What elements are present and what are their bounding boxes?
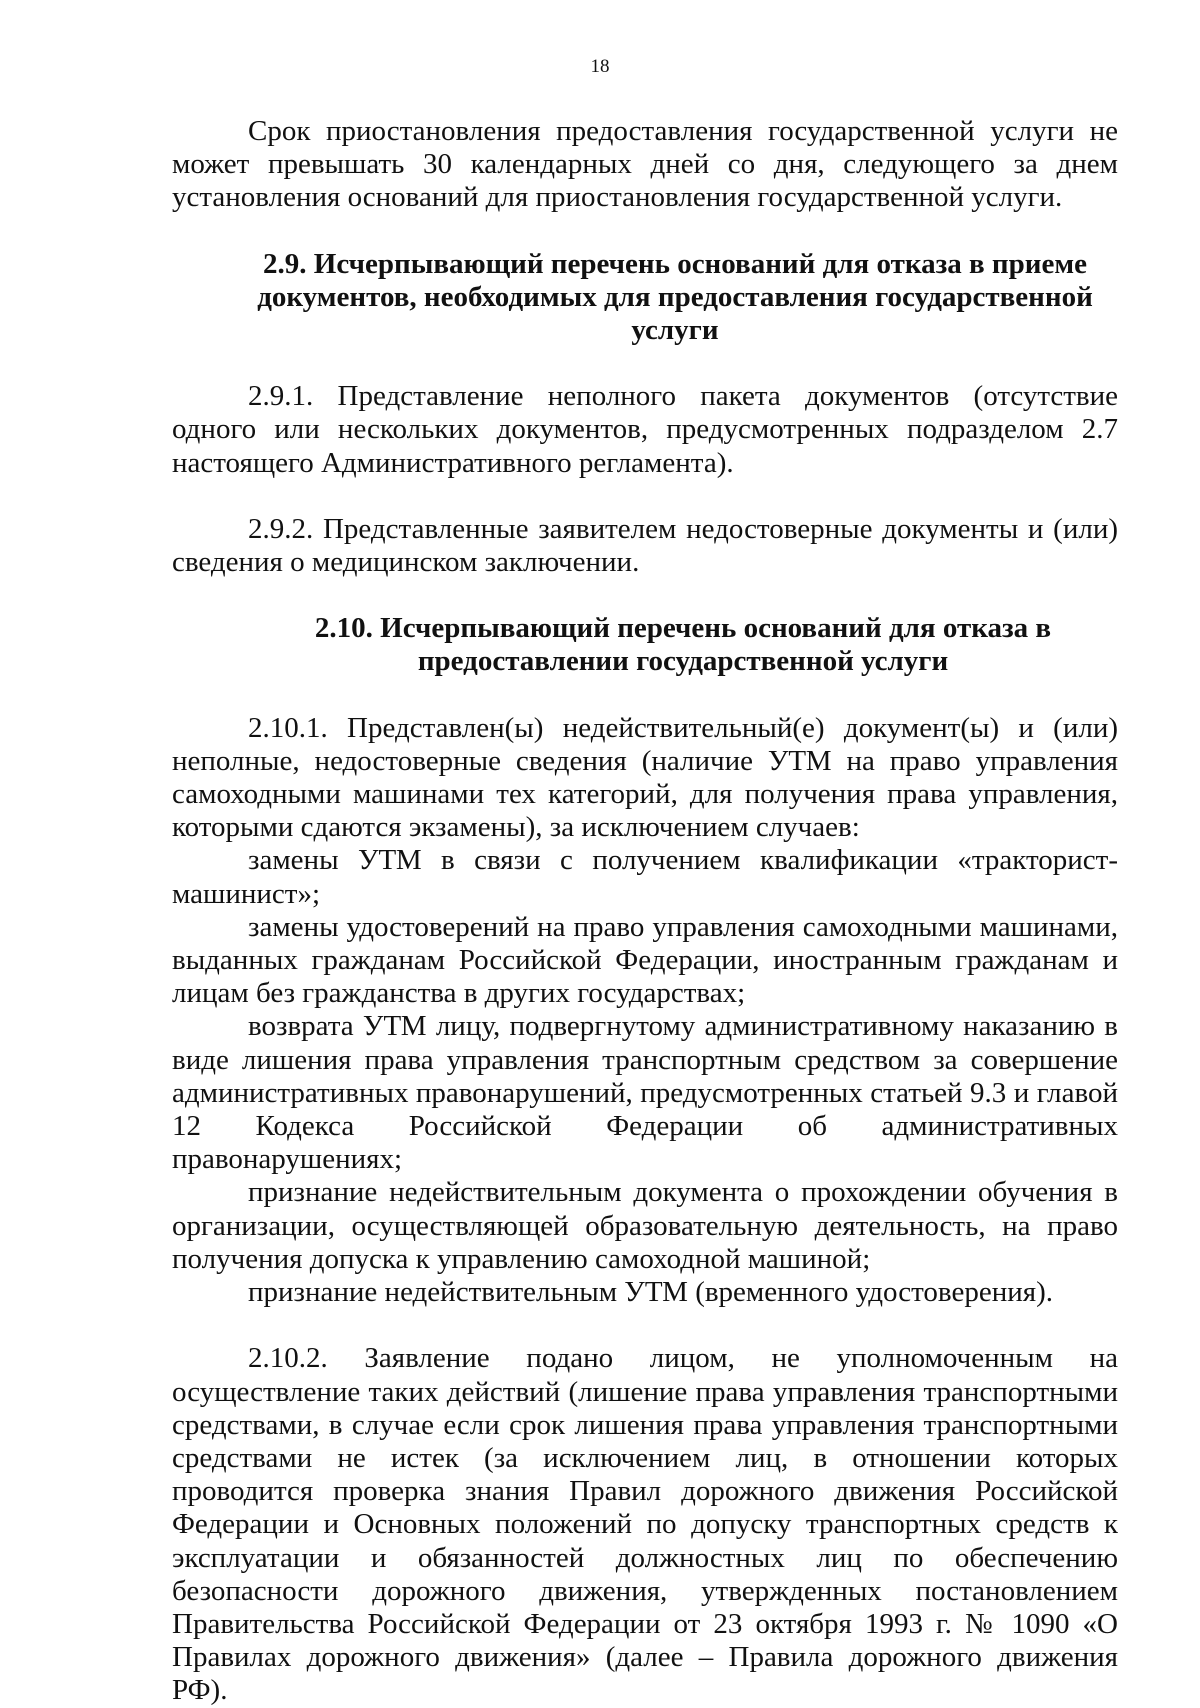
exception-item-1: замены УТМ в связи с получением квалификации «тракторист-машинист»; — [172, 844, 1118, 910]
exception-item-5: признание недействительным УТМ (временного удостоверения). — [248, 1276, 1053, 1309]
paragraph-2-9-1: 2.9.1. Представление неполного пакета документов (отсутствие одного или нескольких документов, предусмотренных подразделом 2.7 настоящего Административного регламента). — [172, 380, 1118, 479]
exception-item-3: возврата УТМ лицу, подвергнутому административному наказанию в виде лишения права управления транспортным средством за совершение административных правонарушений, предусмотренных статьей 9.3 и главой 12 Кодекса Российской Федерации об административных правонарушениях; — [172, 1010, 1118, 1176]
exception-item-4: признание недействительным документа о прохождении обучения в организации, осуществляющей образовательную деятельность, на право получения допуска к управлению самоходной машиной; — [172, 1176, 1118, 1275]
section-heading-2-9 — [172, 248, 1118, 348]
section-heading-2-9-line1: 2.9. Исчерпывающий перечень оснований для отказа в приеме — [263, 247, 1087, 280]
document-body — [172, 115, 1118, 1708]
section-heading-2-10-line1: 2.10. Исчерпывающий перечень оснований для отказа в — [314, 612, 1052, 645]
page-number: 18 — [590, 56, 610, 77]
paragraph-suspension-term: Срок приостановления предоставления государственной услуги не может превышать 30 календарных дней со дня, следующего за днем установления оснований для приостановления государственной услуги. — [172, 115, 1118, 214]
section-heading-2-9-line2: документов, необходимых для предоставления государственной услуги — [257, 280, 1093, 347]
exception-item-2: замены удостоверений на право управления самоходными машинами, выданных гражданам Российской Федерации, иностранным гражданам и лицам без гражданства в других государствах; — [172, 910, 1118, 1010]
paragraph-2-10-2: 2.10.2. Заявление подано лицом, не уполномоченным на осуществление таких действий (лишение права управления транспортными средствами, в случае если срок лишения права управления транспортными средствами не истек (за исключением лиц, в отношении которых проводится проверка знания Правил дорожного движения Российской Федерации и Основных положений по допуску транспортных средств к эксплуатации и обязанностей должностных лиц по обеспечению безопасности дорожного движения, утвержденных постановлением Правительства Российской Федерации от 23 октября 1993 г. № 1090 «О Правилах дорожного движения» (далее – Правила дорожного движения РФ). — [172, 1342, 1118, 1707]
section-heading-2-10 — [172, 612, 1118, 678]
paragraph-2-10-1: 2.10.1. Представлен(ы) недействительный(е) документ(ы) и (или) неполные, недостоверные сведения (наличие УТМ на право управления самоходными машинами тех категорий, для получения права управления, которыми сдаются экзамены), за исключением случаев: — [172, 711, 1118, 844]
section-heading-2-10-line2: предоставлении государственной услуги — [417, 645, 949, 678]
paragraph-2-9-2: 2.9.2. Представленные заявителем недостоверные документы и (или) сведения о медицинском заключении. — [172, 512, 1118, 579]
